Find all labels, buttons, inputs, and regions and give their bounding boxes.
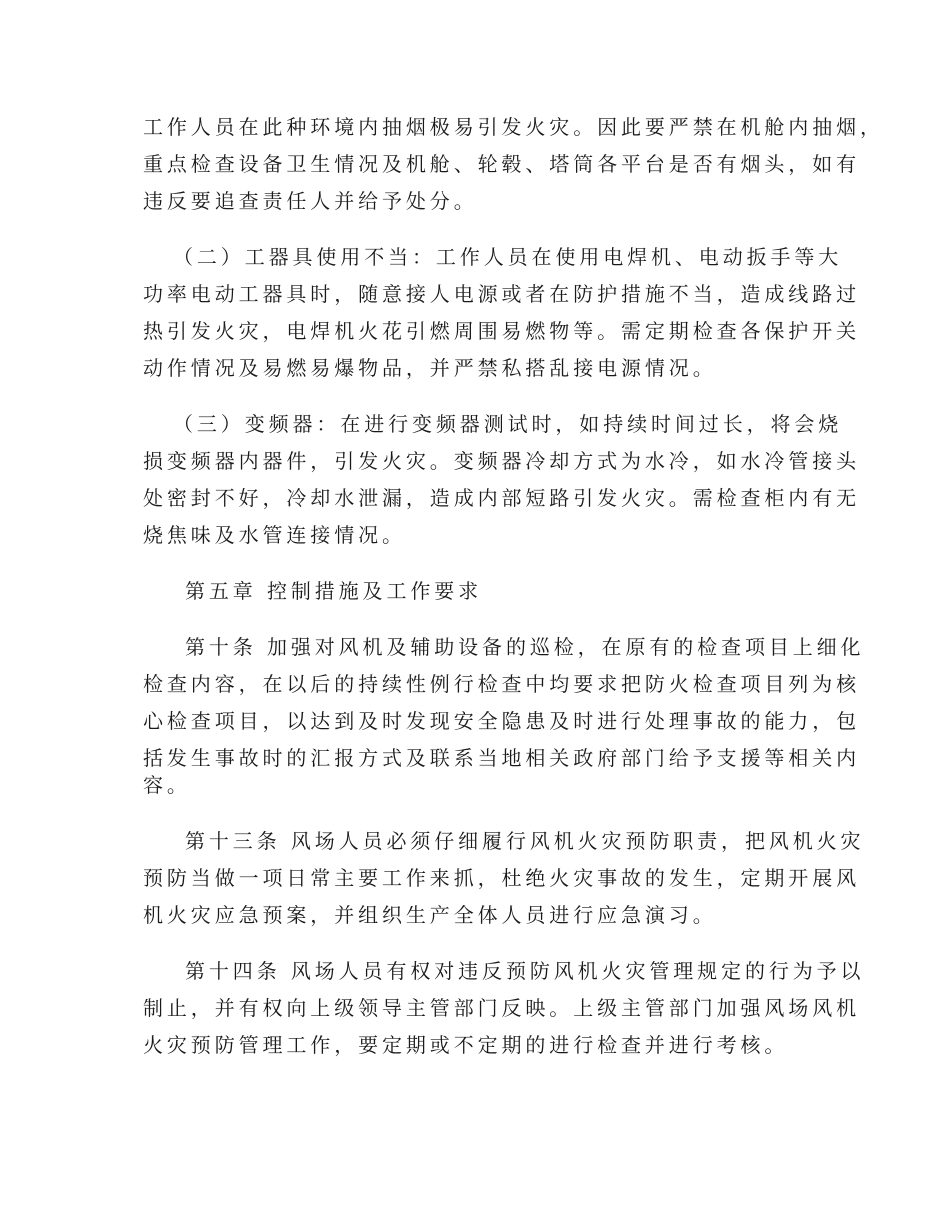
text-line: 机火灾应急预案，并组织生产全体人员进行应急演习。 xyxy=(143,903,717,927)
text-line: 动作情况及易燃易爆物品，并严禁私搭乱接电源情况。 xyxy=(143,356,717,380)
text-line: 心检查项目，以达到及时发现安全隐患及时进行处理事故的能力，包 xyxy=(143,709,860,733)
text-line: 违反要追查责任人并给予处分。 xyxy=(143,189,478,213)
text-line: 工作人员在此种环境内抽烟极易引发火灾。因此要严禁在机舱内抽烟， xyxy=(143,115,884,139)
text-line: 括发生事故时的汇报方式及联系当地相关政府部门给予支援等相关内 xyxy=(143,746,860,770)
text-line: 容。 xyxy=(143,773,191,797)
text-line: 火灾预防管理工作，要定期或不定期的进行检查并进行考核。 xyxy=(143,1033,789,1057)
text-line: 功率电动工器具时，随意接人电源或者在防护措施不当，造成线路过 xyxy=(143,282,860,306)
text-line: 重点检查设备卫生情况及机舱、轮毂、塔筒各平台是否有烟头，如有 xyxy=(143,152,860,176)
text-line: 第十条 加强对风机及辅助设备的巡检，在原有的检查项目上细化 xyxy=(185,635,865,659)
text-line: 处密封不好，冷却水泄漏，造成内部短路引发火灾。需检查柜内有无 xyxy=(143,486,860,510)
text-line: 第十四条 风场人员有权对违反预防风机火灾管理规定的行为予以 xyxy=(185,959,865,983)
text-line: （三）变频器：在进行变频器测试时，如持续时间过长，将会烧 xyxy=(173,412,843,436)
chapter-title: 第五章 控制措施及工作要求 xyxy=(185,579,483,603)
text-line: 热引发火灾，电焊机火花引燃周围易燃物等。需定期检查各保护开关 xyxy=(143,319,860,343)
text-line: 第十三条 风场人员必须仔细履行风机火灾预防职责，把风机火灾 xyxy=(185,829,865,853)
text-line: 预防当做一项日常主要工作来抓，杜绝火灾事故的发生，定期开展风 xyxy=(143,866,860,890)
text-line: 烧焦味及水管连接情况。 xyxy=(143,523,406,547)
text-line: 损变频器内器件，引发火灾。变频器冷却方式为水冷，如水冷管接头 xyxy=(143,449,860,473)
text-line: 制止，并有权向上级领导主管部门反映。上级主管部门加强风场风机 xyxy=(143,996,860,1020)
text-line: （二）工器具使用不当：工作人员在使用电焊机、电动扳手等大 xyxy=(173,245,843,269)
text-line: 检查内容，在以后的持续性例行检查中均要求把防火检查项目列为核 xyxy=(143,672,860,696)
